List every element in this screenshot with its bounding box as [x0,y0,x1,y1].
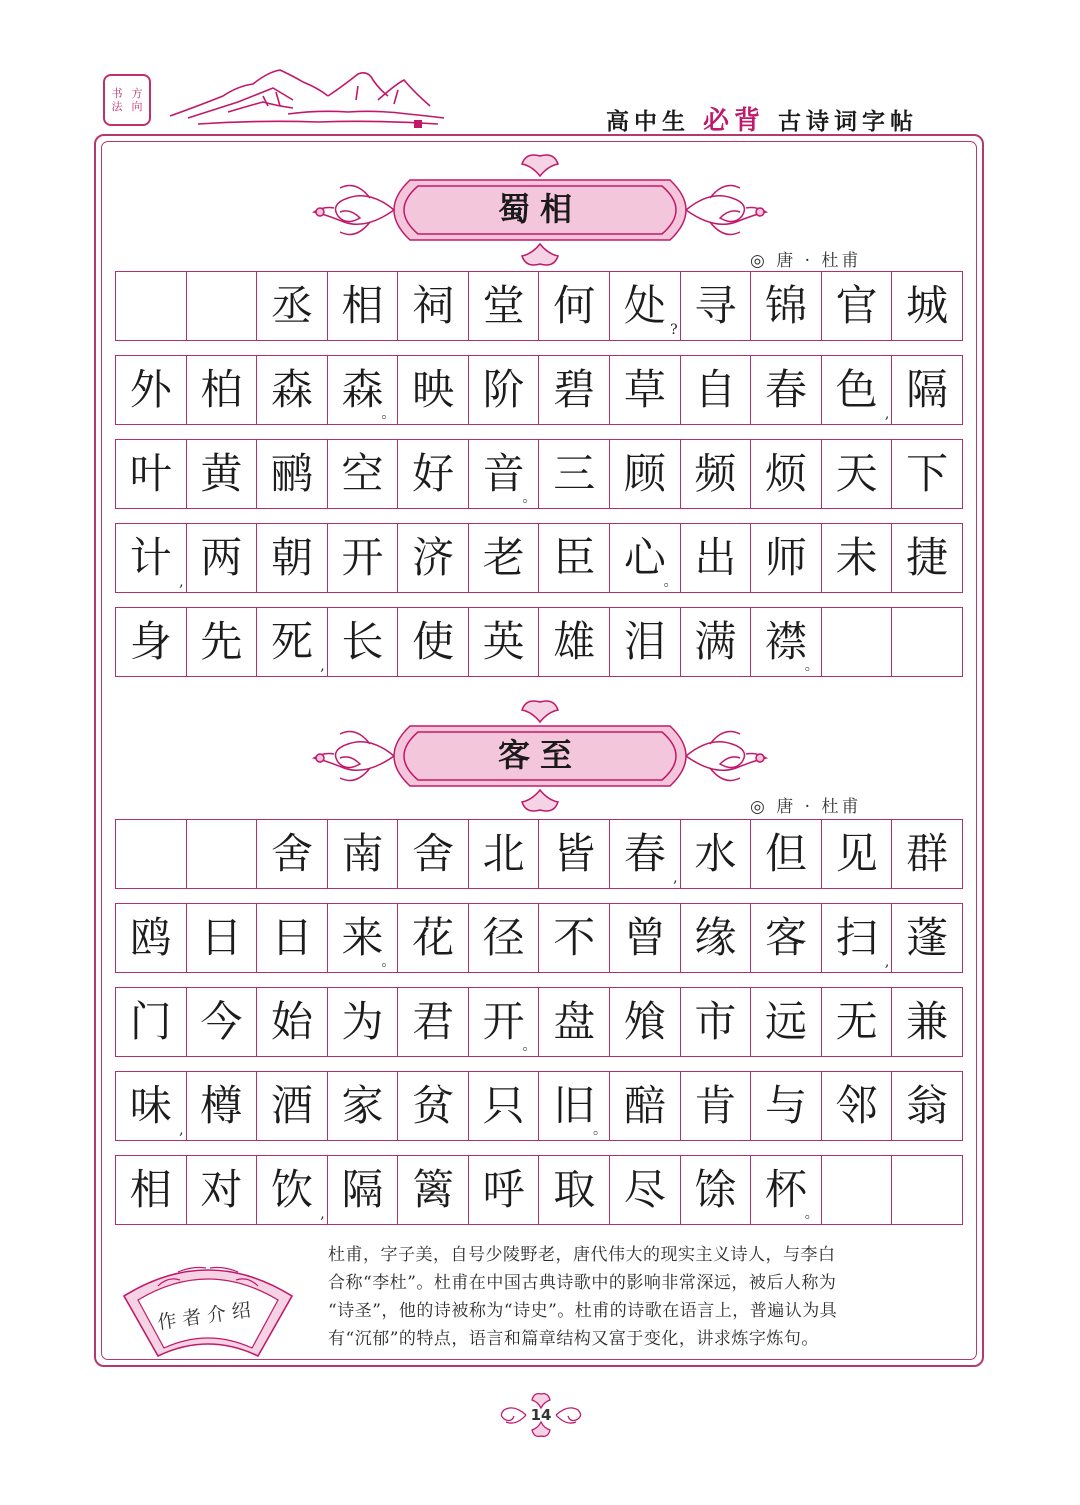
poem-title: 蜀相 [497,190,582,228]
practice-character: 碧 [553,365,596,414]
grid-cell [398,524,469,592]
practice-character: 与 [764,1081,807,1130]
practice-character: 色 [835,365,878,414]
grid-cell [469,272,540,340]
grid-cell [681,904,752,972]
grid-cell [610,904,681,972]
fan-icon [118,1252,298,1362]
grid-cell [187,272,258,340]
grid-cell [257,1072,328,1140]
practice-character: 外 [129,365,172,414]
punctuation-mark: 。 [381,954,396,970]
practice-character: 酒 [270,1081,313,1130]
grid-cell [116,524,187,592]
grid-cell [751,904,822,972]
grid-cell [892,356,962,424]
practice-character: 群 [906,829,949,878]
grid-cell [328,608,399,676]
practice-character: 空 [341,449,384,498]
grid-cell [328,1156,399,1224]
poem-title-banner [300,150,780,270]
grid-cell [187,608,258,676]
practice-character: 映 [412,365,455,414]
poem-title: 客至 [497,736,582,774]
grid-cell [257,524,328,592]
practice-character: 舍 [270,829,313,878]
practice-character: 尽 [623,1165,666,1214]
grid-cell [681,524,752,592]
grid-cell [822,608,893,676]
grid-cell [187,1156,258,1224]
practice-character: 音 [482,449,525,498]
punctuation-mark: , [673,870,678,886]
grid-cell [751,272,822,340]
punctuation-mark: , [320,658,325,674]
grid-cell [610,1072,681,1140]
grid-cell [681,440,752,508]
grid-row [115,1071,963,1141]
grid-cell [539,272,610,340]
grid-row [115,607,963,677]
grid-cell [328,1072,399,1140]
grid-cell [681,1072,752,1140]
grid-cell [469,356,540,424]
practice-character: 客 [764,913,807,962]
grid-cell [398,1072,469,1140]
practice-character: 篱 [412,1165,455,1214]
grid-row [115,819,963,889]
practice-character: 烦 [764,449,807,498]
practice-character: 叶 [129,449,172,498]
grid-cell [187,524,258,592]
grid-cell [681,1156,752,1224]
practice-character: 黄 [200,449,243,498]
grid-cell [822,272,893,340]
grid-cell [398,356,469,424]
practice-character: 呼 [482,1165,525,1214]
grid-cell [892,524,962,592]
punctuation-mark: 。 [381,406,396,422]
punctuation-mark: , [884,954,890,970]
practice-character: 只 [482,1081,525,1130]
grid-cell [398,440,469,508]
practice-character: 满 [694,617,737,666]
bio-line: 有“沉郁”的特点，语言和篇章结构又富于变化，讲求炼字炼句。 [328,1329,819,1349]
grid-cell [116,440,187,508]
grid-cell [539,1072,610,1140]
practice-character: 森 [270,365,313,414]
punctuation-mark: , [179,574,184,590]
grid-cell [610,524,681,592]
grid-cell [187,820,258,888]
practice-character: 开 [482,997,525,1046]
practice-character: 无 [835,997,878,1046]
grid-row [115,271,963,341]
practice-character: 官 [835,281,878,330]
practice-character: 身 [129,617,172,666]
practice-character: 花 [412,913,455,962]
book-title-accent: 必背 [703,106,766,136]
grid-cell [257,988,328,1056]
seal-char: 书 [111,87,123,100]
grid-cell [469,1072,540,1140]
practice-character: 捷 [906,533,949,582]
practice-character: 舍 [412,829,455,878]
bio-line: 合称“李杜”。杜甫在中国古典诗歌中的影响非常深远，被后人称为 [328,1273,837,1293]
grid-cell [892,272,962,340]
practice-character: 隔 [341,1165,384,1214]
practice-character: 醅 [623,1081,666,1130]
grid-cell [610,988,681,1056]
grid-cell [116,608,187,676]
grid-cell [398,608,469,676]
logo-seal [103,74,151,126]
practice-character: 取 [553,1165,596,1214]
practice-character: 草 [623,365,666,414]
grid-cell [398,1156,469,1224]
practice-character: 杯 [764,1165,807,1214]
practice-character: 见 [835,829,878,878]
mountain-scene-icon [168,66,448,132]
practice-character: 径 [482,913,525,962]
punctuation-mark: 。 [804,1206,819,1222]
grid-cell [751,820,822,888]
punctuation-mark: 。 [522,490,537,506]
practice-character: 翁 [906,1081,949,1130]
practice-character: 堂 [482,281,525,330]
seal-char: 方 [131,87,143,100]
grid-cell [822,988,893,1056]
grid-cell [892,440,962,508]
punctuation-mark: , [320,1206,325,1222]
grid-row [115,1155,963,1225]
grid-cell [751,440,822,508]
grid-cell [116,1072,187,1140]
grid-cell [610,356,681,424]
poem-title-banner [300,696,780,816]
grid-cell [398,988,469,1056]
practice-character: 馀 [694,1165,737,1214]
grid-cell [751,524,822,592]
practice-character: 祠 [412,281,455,330]
poem-author: ◎ 唐 · 杜甫 [750,251,862,271]
grid-row [115,439,963,509]
grid-cell [328,988,399,1056]
practice-character: 曾 [623,913,666,962]
practice-character: 长 [341,617,384,666]
grid-cell [681,272,752,340]
practice-character: 始 [270,997,313,1046]
grid-cell [187,440,258,508]
grid-cell [681,608,752,676]
practice-character: 天 [835,449,878,498]
practice-character: 肯 [694,1081,737,1130]
page-header [0,0,1080,135]
punctuation-mark: ? [670,322,678,338]
practice-character: 心 [623,533,666,582]
practice-character: 城 [906,281,949,330]
practice-character: 蓬 [906,913,949,962]
practice-character: 市 [694,997,737,1046]
grid-cell [892,988,962,1056]
practice-character: 死 [270,617,313,666]
practice-character: 相 [129,1165,172,1214]
grid-cell [257,904,328,972]
bio-label: 作者介绍 [156,1298,259,1334]
practice-character: 顾 [623,449,666,498]
practice-character: 森 [341,365,384,414]
grid-cell [116,356,187,424]
punctuation-mark: , [884,406,890,422]
practice-character: 鹂 [270,449,313,498]
grid-cell [610,1156,681,1224]
grid-cell [610,440,681,508]
grid-cell [116,904,187,972]
practice-character: 南 [341,829,384,878]
page-number-ornament [496,1390,586,1440]
practice-character: 贫 [412,1081,455,1130]
grid-cell [822,524,893,592]
grid-cell [892,1156,962,1224]
practice-character: 樽 [200,1081,243,1130]
punctuation-mark: 。 [804,658,819,674]
practice-character: 两 [200,533,243,582]
grid-cell [892,1072,962,1140]
practice-character: 隔 [906,365,949,414]
bio-line: “诗圣”，他的诗被称为“诗史”。杜甫的诗歌在语言上，普遍认为具 [328,1301,838,1321]
grid-cell [187,988,258,1056]
grid-cell [469,608,540,676]
grid-cell [681,820,752,888]
grid-cell [539,440,610,508]
grid-cell [822,904,893,972]
practice-character: 泪 [623,617,666,666]
practice-character: 处 [623,281,666,330]
grid-row [115,987,963,1057]
practice-character: 北 [482,829,525,878]
book-title-right: 古诗词字帖 [778,109,919,135]
practice-character: 味 [129,1081,172,1130]
practice-character: 相 [341,281,384,330]
grid-cell [469,524,540,592]
grid-cell [398,820,469,888]
grid-cell [610,272,681,340]
practice-character: 阶 [482,365,525,414]
practice-character: 日 [270,913,313,962]
grid-cell [539,988,610,1056]
grid-cell [751,356,822,424]
practice-character: 对 [200,1165,243,1214]
grid-cell [257,440,328,508]
practice-character: 自 [694,365,737,414]
practice-character: 使 [412,617,455,666]
practice-character: 君 [412,997,455,1046]
grid-cell [539,524,610,592]
seal-char: 向 [131,100,143,113]
practice-character: 朝 [270,533,313,582]
grid-cell [469,820,540,888]
grid-cell [539,1156,610,1224]
grid-cell [328,356,399,424]
grid-cell [822,1072,893,1140]
author-bio [328,1241,968,1353]
practice-character: 柏 [200,365,243,414]
practice-character: 何 [553,281,596,330]
grid-cell [822,356,893,424]
practice-character: 鸥 [129,913,172,962]
grid-cell [681,356,752,424]
grid-cell [539,608,610,676]
grid-cell [469,988,540,1056]
practice-character: 春 [623,829,666,878]
grid-cell [116,272,187,340]
grid-cell [469,440,540,508]
practice-character: 今 [200,997,243,1046]
practice-character: 饮 [270,1165,313,1214]
grid-cell [751,1072,822,1140]
book-title-left: 高中生 [606,109,690,135]
grid-cell [822,440,893,508]
practice-character: 好 [412,449,455,498]
grid-cell [328,272,399,340]
grid-cell [328,820,399,888]
grid-cell [892,904,962,972]
practice-character: 下 [906,449,949,498]
practice-character: 扫 [835,913,878,962]
grid-cell [116,1156,187,1224]
practice-character: 臣 [553,533,596,582]
grid-cell [328,440,399,508]
grid-cell [892,820,962,888]
practice-character: 飧 [623,997,666,1046]
grid-cell [610,608,681,676]
practice-character: 远 [764,997,807,1046]
practice-character: 丞 [270,281,313,330]
practice-character: 锦 [764,281,807,330]
grid-cell [116,988,187,1056]
practice-grid [115,819,963,1225]
practice-character: 邻 [835,1081,878,1130]
punctuation-mark: 。 [522,1038,537,1054]
practice-character: 济 [412,533,455,582]
bio-line: 杜甫，字子美，自号少陵野老，唐代伟大的现实主义诗人，与李白 [328,1245,836,1265]
practice-character: 计 [129,533,172,582]
practice-character: 皆 [553,829,596,878]
grid-cell [751,1156,822,1224]
grid-cell [328,524,399,592]
practice-character: 兼 [906,997,949,1046]
grid-cell [539,356,610,424]
grid-cell [610,820,681,888]
grid-cell [822,820,893,888]
grid-cell [257,356,328,424]
practice-character: 襟 [764,617,807,666]
practice-grid [115,271,963,677]
grid-cell [398,272,469,340]
grid-cell [751,608,822,676]
practice-character: 春 [764,365,807,414]
practice-character: 先 [200,617,243,666]
seal-char: 法 [111,100,123,113]
grid-row [115,523,963,593]
page-number: 14 [530,1406,552,1424]
punctuation-mark: 。 [593,1122,608,1138]
grid-cell [116,820,187,888]
practice-character: 三 [553,449,596,498]
practice-character: 缘 [694,913,737,962]
grid-cell [469,904,540,972]
grid-cell [822,1156,893,1224]
practice-character: 旧 [553,1081,596,1130]
practice-character: 盘 [553,997,596,1046]
grid-row [115,903,963,973]
practice-character: 师 [764,533,807,582]
practice-character: 出 [694,533,737,582]
practice-character: 频 [694,449,737,498]
practice-character: 不 [553,913,596,962]
practice-character: 英 [482,617,525,666]
practice-character: 日 [200,913,243,962]
practice-character: 为 [341,997,384,1046]
punctuation-mark: , [179,1122,184,1138]
grid-cell [257,608,328,676]
grid-cell [892,608,962,676]
practice-character: 雄 [553,617,596,666]
book-title [606,100,918,137]
grid-cell [751,988,822,1056]
grid-cell [257,272,328,340]
grid-cell [539,904,610,972]
grid-cell [681,988,752,1056]
practice-character: 未 [835,533,878,582]
grid-cell [469,1156,540,1224]
grid-cell [257,820,328,888]
punctuation-mark: 。 [663,574,678,590]
grid-cell [187,1072,258,1140]
practice-character: 老 [482,533,525,582]
grid-row [115,355,963,425]
practice-character: 家 [341,1081,384,1130]
grid-cell [187,904,258,972]
grid-cell [398,904,469,972]
practice-character: 寻 [694,281,737,330]
practice-character: 来 [341,913,384,962]
practice-character: 但 [764,829,807,878]
grid-cell [187,356,258,424]
poem-author: ◎ 唐 · 杜甫 [750,797,862,817]
grid-cell [328,904,399,972]
grid-cell [539,820,610,888]
practice-character: 水 [694,829,737,878]
grid-cell [257,1156,328,1224]
practice-character: 开 [341,533,384,582]
practice-character: 门 [129,997,172,1046]
